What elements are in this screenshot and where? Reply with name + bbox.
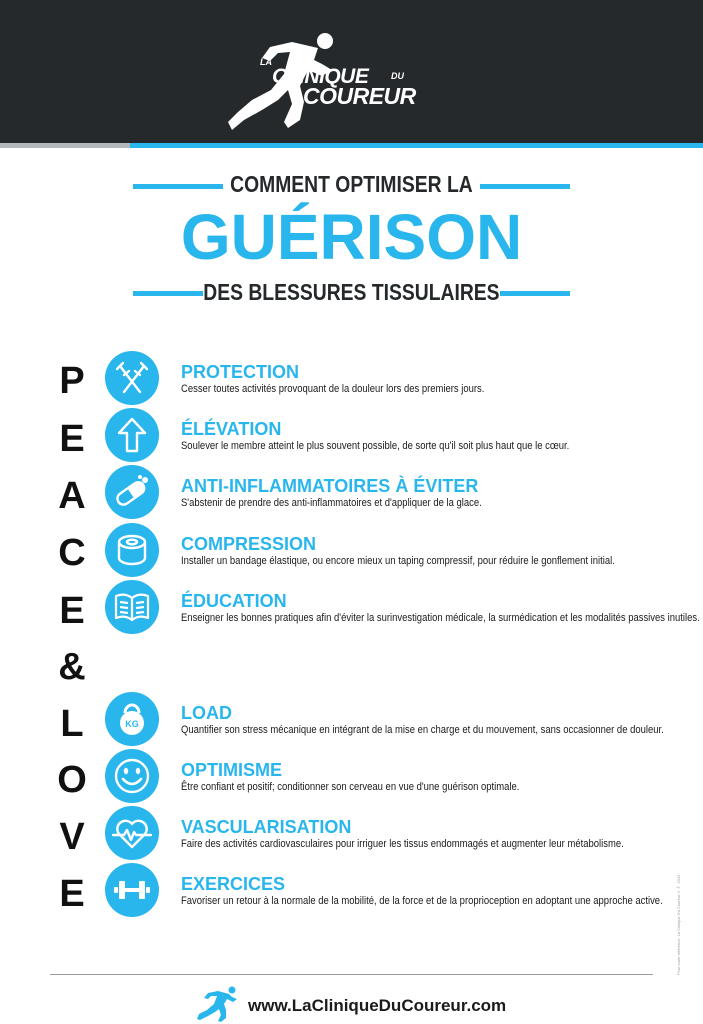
item-desc-protection: Cesser toutes activités provoquant de la douleur lors des premiers jours. [181, 383, 485, 395]
kettlebell-icon [112, 699, 152, 739]
page-title: GUÉRISON [180, 201, 523, 273]
item-title-education: ÉDUCATION [181, 591, 287, 611]
item-title-elevation: ÉLÉVATION [181, 419, 282, 439]
tape-roll-icon [112, 530, 152, 570]
logo-clinique-text: CLINIQUE [272, 65, 369, 88]
pills-icon [112, 472, 152, 512]
exercises-icon-circle [105, 863, 159, 917]
item-title-vascularisation: VASCULARISATION [181, 817, 352, 837]
website-link[interactable]: www.LaCliniqueDuCoureur.com [248, 996, 507, 1015]
logo-du-text: DU [391, 71, 404, 81]
vascularisation-icon-circle [105, 806, 159, 860]
item-desc-anti-inflammatory: S'abstenir de prendre des anti-inflammatoires et d'appliquer de la glace. [181, 497, 482, 509]
arrow-up-icon [112, 415, 152, 455]
acronym-letter-v: V [59, 816, 85, 858]
acronym-letter-l: L [60, 703, 84, 745]
header-stripe-gray [0, 143, 130, 148]
acronym-letter-e3: E [59, 873, 85, 915]
education-icon-circle [105, 580, 159, 634]
compression-icon-circle [105, 523, 159, 577]
elevation-icon-circle [105, 408, 159, 462]
item-title-protection: PROTECTION [181, 362, 300, 382]
item-desc-education: Enseigner les bonnes pratiques afin d'éviter la surinvestigation médicale, la surmédication et les modalités passives inutiles. [181, 612, 700, 624]
header-stripe-blue [130, 143, 703, 148]
acronym-letter-c: C [58, 532, 86, 574]
optimism-icon-circle [105, 749, 159, 803]
item-desc-vascularisation: Faire des activités cardiovasculaires pour irriguer les tissus endommagés et augmenter leur métabolisme. [181, 838, 624, 850]
item-desc-exercises: Favoriser un retour à la normale de la mobilité, de la force et de la proprioception en adoptant une approche active. [181, 895, 663, 907]
title-bottom-line: DES BLESSURES TISSULAIRES [203, 279, 500, 305]
logo-coureur-text: COUREUR [303, 83, 416, 109]
acronym-letter-e: E [59, 418, 85, 460]
item-desc-load: Quantifier son stress mécanique en intégrant de la mise en charge et du mouvement, sans occasionner de douleur. [181, 724, 664, 736]
acronym-letter-a: A [58, 475, 86, 517]
footer-divider [50, 974, 653, 975]
dumbbell-icon [112, 870, 152, 910]
protection-icon-circle [105, 351, 159, 405]
item-title-optimism: OPTIMISME [181, 760, 283, 780]
item-title-compression: COMPRESSION [181, 534, 317, 554]
acronym-letter-o: O [57, 759, 87, 801]
heart-pulse-icon [112, 813, 152, 853]
smiley-icon [112, 756, 152, 796]
acronym-ampersand: & [58, 646, 86, 688]
item-desc-elevation: Soulever le membre atteint le plus souvent possible, de sorte qu'il soit plus haut que le cœur. [181, 440, 570, 452]
open-book-icon [112, 587, 152, 627]
acronym-letter-e2: E [59, 590, 85, 632]
crutches-icon [112, 358, 152, 398]
acronym-letter-p: P [59, 360, 85, 402]
copyright-note: Pour toute référence: La Clinique Du Coureur©™ 2019 [676, 874, 681, 975]
item-title-exercises: EXERCICES [181, 874, 286, 894]
title-top-line: COMMENT OPTIMISER LA [230, 171, 473, 197]
kettlebell-label: KG [125, 719, 139, 729]
runner-icon [196, 985, 238, 1023]
item-title-anti-inflammatory: ANTI-INFLAMMATOIRES À ÉVITER [181, 476, 479, 496]
logo-la-text: LA [260, 57, 272, 67]
item-desc-optimism: Être confiant et positif; conditionner son cerveau en vue d'une guérison optimale. [181, 781, 520, 793]
load-icon-circle [105, 692, 159, 746]
item-title-load: LOAD [181, 703, 232, 723]
item-desc-compression: Installer un bandage élastique, ou encore mieux un taping compressif, pour réduire le gonflement initial. [181, 555, 615, 567]
anti-inflammatory-icon-circle [105, 465, 159, 519]
